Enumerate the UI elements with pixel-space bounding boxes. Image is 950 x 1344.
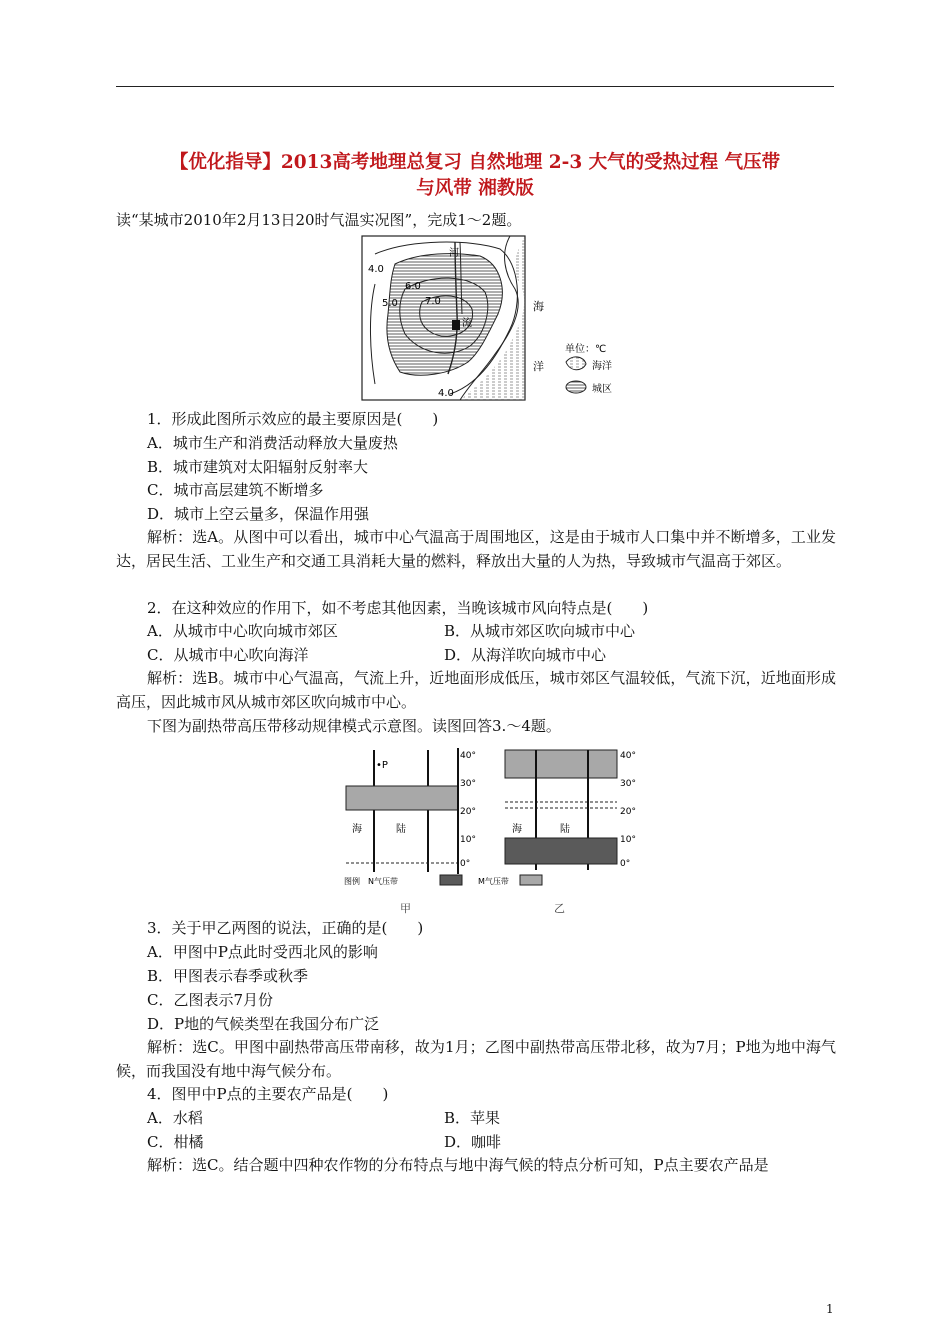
legend-m-swatch — [520, 875, 542, 885]
q1-stem: 1．形成此图所示效应的最主要原因是( ) — [147, 410, 439, 428]
q4-option-d: D．咖啡 — [444, 1133, 502, 1151]
q1-analysis: 解析：选A。从图中可以看出，城市中心气温高于周围地区，这是由于城市人口集中并不断增多，工业发达，居民生活、工业生产和交通工具消耗大量的燃料，释放出大量的人为热，导致城市气温高于郊区。 — [116, 528, 836, 570]
q2-option-c: C．从城市中心吹向海洋 — [147, 646, 309, 664]
q2-option-d: D．从海洋吹向城市中心 — [444, 646, 607, 664]
pressure-belt-figure — [340, 744, 670, 916]
intro-figure2: 下图为副热带高压带移动规律模式示意图。读图回答3.～4题。 — [147, 717, 561, 735]
svg-text:40°: 40° — [620, 751, 636, 761]
left-m-belt — [346, 786, 458, 810]
q4-analysis: 解析：选C。结合题中四种农作物的分布特点与地中海气候的特点分析可知，P点主要农产品是 — [147, 1156, 769, 1174]
q4-option-c: C．柑橘 — [147, 1133, 204, 1151]
svg-text:0°: 0° — [620, 859, 631, 869]
svg-text:0°: 0° — [460, 859, 471, 869]
q1-option-c: C．城市高层建筑不断增多 — [147, 481, 324, 499]
svg-text:海: 海 — [512, 824, 522, 835]
q4-option-b: B．苹果 — [444, 1109, 501, 1127]
header-rule — [116, 86, 834, 87]
svg-text:海: 海 — [352, 824, 362, 835]
svg-text:甲: 甲 — [400, 902, 411, 915]
legend-city-swatch — [566, 381, 586, 393]
right-n-belt — [505, 838, 617, 864]
city-center-marker — [452, 320, 460, 330]
svg-text:30°: 30° — [620, 779, 636, 789]
q3-option-b: B．甲图表示春季或秋季 — [147, 967, 309, 985]
intro-figure1: 读“某城市2010年2月13日20时气温实况图”，完成1～2题。 — [116, 211, 522, 229]
svg-text:海: 海 — [533, 300, 544, 313]
q4-stem: 4．图甲中P点的主要农产品是( ) — [147, 1085, 389, 1103]
svg-text:40°: 40° — [460, 751, 476, 761]
q2-analysis: 解析：选B。城市中心气温高，气流上升，近地面形成低压，城市郊区气温较低，气流下沉，近地面形成高压，因此城市风从城市郊区吹向城市中心。 — [116, 669, 836, 711]
q1-option-a: A．城市生产和消费活动释放大量废热 — [147, 434, 398, 452]
q3-option-c: C．乙图表示7月份 — [147, 991, 274, 1009]
svg-text:单位：℃: 单位：℃ — [565, 344, 607, 355]
q2-option-a: A．从城市中心吹向城市郊区 — [147, 622, 338, 640]
q1-option-d: D．城市上空云量多，保温作用强 — [147, 505, 370, 523]
right-m-belt — [505, 750, 617, 778]
svg-text:城区: 城区 — [592, 384, 612, 395]
svg-text:•P: •P — [376, 760, 388, 771]
q3-option-d: D．P地的气候类型在我国分布广泛 — [147, 1015, 380, 1033]
legend-ocean-swatch — [566, 357, 586, 370]
q4-option-a: A．水稻 — [147, 1109, 203, 1127]
svg-text:N气压带: N气压带 — [368, 877, 398, 886]
svg-text:10°: 10° — [460, 835, 476, 845]
q2-stem: 2．在这种效应的作用下，如不考虑其他因素，当晚该城市风向特点是( ) — [147, 599, 649, 617]
svg-text:30°: 30° — [460, 779, 476, 789]
svg-text:洋: 洋 — [533, 360, 544, 373]
svg-text:海洋: 海洋 — [592, 361, 612, 372]
legend-n-swatch — [440, 875, 462, 885]
temperature-map-figure — [360, 234, 630, 402]
q3-analysis: 解析：选C。甲图中副热带高压带南移，故为1月；乙图中副热带高压带北移，故为7月；P地为地中海气候，而我国没有地中海气候分布。 — [116, 1038, 836, 1080]
page-number: 1 — [826, 1302, 834, 1316]
svg-text:乙: 乙 — [554, 902, 565, 915]
q3-option-a: A．甲图中P点此时受西北风的影响 — [147, 943, 378, 961]
svg-text:7.0: 7.0 — [425, 296, 441, 307]
svg-text:20°: 20° — [460, 807, 476, 817]
doc-title-line2: 与风带 湘教版 — [416, 178, 534, 199]
doc-title-line1: 【优化指导】2013高考地理总复习 自然地理 2-3 大气的受热过程 气压带 — [169, 152, 781, 173]
svg-text:20°: 20° — [620, 807, 636, 817]
svg-text:陆: 陆 — [560, 824, 570, 835]
svg-text:流: 流 — [462, 318, 472, 329]
q1-option-b: B．城市建筑对太阳辐射反射率大 — [147, 458, 369, 476]
q3-stem: 3．关于甲乙两图的说法，正确的是( ) — [147, 919, 424, 937]
svg-text:河: 河 — [449, 248, 459, 259]
q2-option-b: B．从城市郊区吹向城市中心 — [444, 622, 636, 640]
svg-text:10°: 10° — [620, 835, 636, 845]
svg-text:6.0: 6.0 — [405, 281, 421, 292]
svg-text:4.0: 4.0 — [368, 264, 384, 275]
svg-text:图例: 图例 — [344, 877, 360, 886]
svg-text:陆: 陆 — [396, 824, 406, 835]
svg-text:M气压带: M气压带 — [478, 877, 509, 886]
svg-text:5.0: 5.0 — [382, 298, 398, 309]
svg-text:4.0: 4.0 — [438, 388, 454, 399]
